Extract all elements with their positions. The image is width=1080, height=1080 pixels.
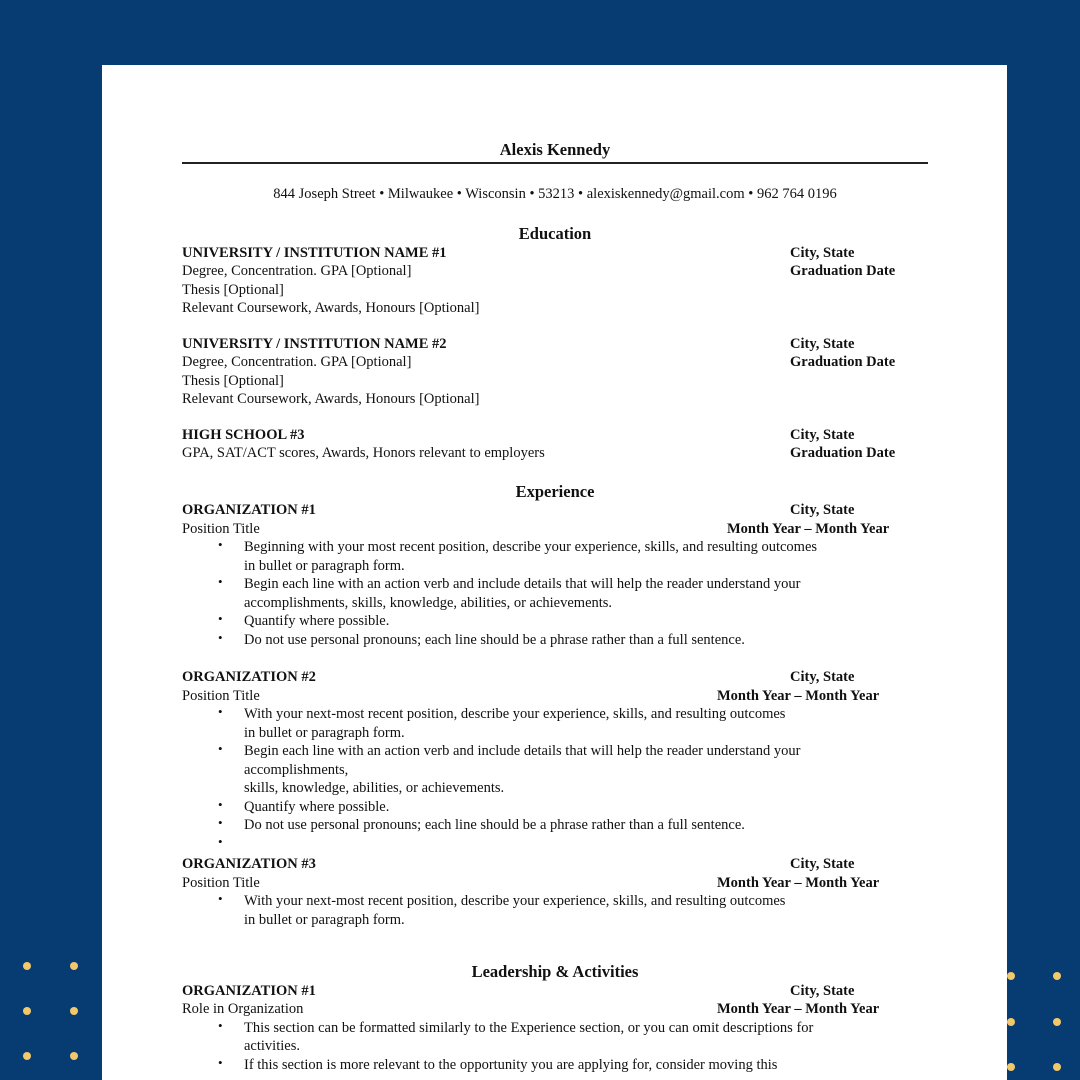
bullet-item: • Beginning with your most recent position, describe your experience, skills, and resulting outcomes in bullet or paragraph form.: [218, 537, 818, 574]
dot: [1007, 1063, 1015, 1071]
degree-line: Degree, Concentration. GPA [Optional]: [182, 354, 412, 370]
bullet-item: • Begin each line with an action verb and include details that will help the reader understand your accomplishments, skills, knowledge, abilities, or achievements.: [218, 741, 801, 796]
dot: [70, 962, 78, 970]
bullet-marker: •: [218, 833, 223, 849]
bullet-marker: •: [218, 611, 223, 626]
organization-location: City, State: [790, 669, 855, 685]
bullet-marker: •: [218, 815, 223, 830]
bullet-item-empty: [182, 835, 928, 854]
bullet-item: • Quantify where possible.: [218, 611, 390, 629]
employment-dates: Month Year – Month Year: [727, 520, 890, 537]
bullet-marker: •: [218, 1054, 223, 1070]
institution-name: HIGH SCHOOL #3: [182, 426, 305, 443]
bullet-item: • Quantify where possible.: [218, 796, 390, 815]
bullet-item: • With your next-most recent position, describe your experience, skills, and resulting outcomes in bullet or paragraph form.: [218, 891, 786, 928]
bullet-marker: •: [218, 891, 223, 906]
dot: [1007, 1018, 1015, 1026]
bullet-item: • This section can be formatted similarly to the Experience section, or you can omit descriptions for activities.: [218, 1017, 814, 1054]
bullet-item: • Do not use personal pronouns; each line should be a phrase rather than a full sentence.: [218, 815, 745, 833]
institution-location: City, State: [790, 244, 855, 261]
dot: [1053, 1063, 1061, 1071]
coursework-line: Relevant Coursework, Awards, Honours [Optional]: [182, 300, 480, 316]
bullet-list: [182, 892, 928, 929]
bullet-item: • Do not use personal pronouns; each line should be a phrase rather than a full sentence.: [218, 629, 745, 648]
experience-entry: [182, 501, 928, 649]
bullet-list: [182, 538, 928, 649]
dot: [23, 1052, 31, 1060]
education-entry: [182, 426, 928, 463]
activity-dates: Month Year – Month Year: [717, 1001, 880, 1017]
organization-name: ORGANIZATION #3: [182, 856, 316, 872]
institution-location: City, State: [790, 335, 855, 352]
dot: [70, 1007, 78, 1015]
organization-name: ORGANIZATION #1: [182, 982, 316, 999]
institution-name: UNIVERSITY / INSTITUTION NAME #1: [182, 244, 447, 261]
bullet-marker: •: [218, 537, 223, 552]
scores-line: GPA, SAT/ACT scores, Awards, Honors relevant to employers: [182, 445, 545, 461]
role-title: Role in Organization: [182, 1001, 304, 1017]
dot: [70, 1052, 78, 1060]
bullet-marker: •: [218, 704, 223, 719]
bullet-list: [182, 1019, 928, 1075]
section-title-leadership: Leadership & Activities: [471, 962, 639, 981]
employment-dates: Month Year – Month Year: [717, 687, 880, 704]
position-title: Position Title: [182, 687, 260, 704]
resume-page: [102, 65, 1007, 1080]
education-entry: [182, 335, 928, 409]
institution-location: City, State: [790, 426, 855, 443]
resume-name: Alexis Kennedy: [182, 141, 928, 164]
bullet-item: • If this section is more relevant to the opportunity you are applying for, consider moving this: [218, 1054, 778, 1073]
coursework-line: Relevant Coursework, Awards, Honours [Optional]: [182, 391, 480, 407]
graduation-date: Graduation Date: [790, 263, 896, 279]
degree-line: Degree, Concentration. GPA [Optional]: [182, 263, 412, 279]
leadership-entry: [182, 982, 928, 1075]
thesis-line: Thesis [Optional]: [182, 372, 284, 389]
bullet-marker: •: [218, 629, 223, 645]
bullet-marker: •: [218, 796, 223, 812]
education-entry: [182, 244, 928, 318]
experience-entry: [182, 668, 928, 853]
position-title: Position Title: [182, 520, 260, 537]
section-title-education: Education: [518, 224, 592, 243]
bullet-marker: •: [218, 1017, 223, 1033]
resume-document: [182, 141, 928, 1074]
bullet-item: • With your next-most recent position, describe your experience, skills, and resulting outcomes in bullet or paragraph form.: [218, 704, 786, 741]
contact-line: 844 Joseph Street • Milwaukee • Wisconsin • 53213 • alexiskennedy@gmail.com • 962 764 0196: [273, 185, 837, 202]
position-title: Position Title: [182, 874, 260, 891]
employment-dates: Month Year – Month Year: [717, 874, 880, 891]
dot: [1053, 1018, 1061, 1026]
organization-location: City, State: [790, 856, 855, 872]
graduation-date: Graduation Date: [790, 445, 896, 461]
dot: [1007, 972, 1015, 980]
graduation-date: Graduation Date: [790, 354, 896, 370]
dot: [1053, 972, 1061, 980]
thesis-line: Thesis [Optional]: [182, 281, 284, 298]
organization-name: ORGANIZATION #2: [182, 669, 316, 685]
organization-location: City, State: [790, 982, 855, 999]
section-title-experience: Experience: [515, 481, 595, 501]
dot: [23, 962, 31, 970]
bullet-item: • Begin each line with an action verb and include details that will help the reader understand your accomplishments, skills, knowledge, abilities, or achievements.: [218, 574, 801, 611]
bullet-marker: •: [218, 741, 223, 756]
organization-name: ORGANIZATION #1: [182, 502, 316, 518]
organization-location: City, State: [790, 502, 855, 518]
institution-name: UNIVERSITY / INSTITUTION NAME #2: [182, 335, 447, 352]
bullet-list: [182, 705, 928, 853]
bullet-marker: •: [218, 574, 223, 589]
experience-entry: [182, 855, 928, 929]
dot: [23, 1007, 31, 1015]
